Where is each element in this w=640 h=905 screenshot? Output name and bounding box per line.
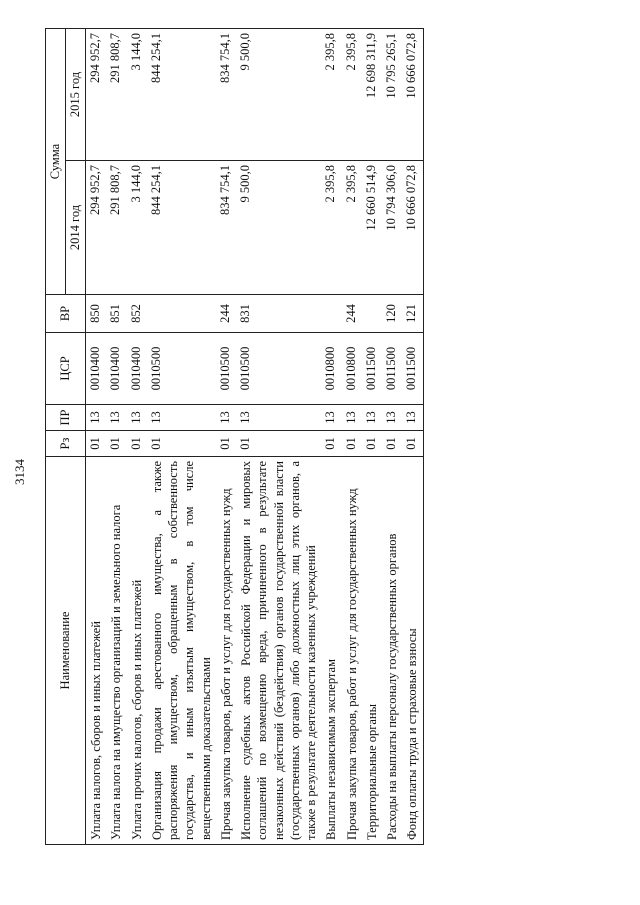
- cell-y2015: 9 500,0: [236, 29, 321, 161]
- cell-csr: 0011500: [362, 333, 382, 405]
- cell-y2015: 844 254,1: [147, 29, 216, 161]
- table-row: [382, 29, 402, 845]
- cell-y2015: 12 698 311,9: [362, 29, 382, 161]
- cell-y2015: 291 808,7: [106, 29, 126, 161]
- cell-csr: 0010400: [106, 333, 126, 405]
- cell-rz: 01: [147, 431, 216, 457]
- cell-name: Расходы на выплаты персоналу государственных органов: [382, 457, 402, 845]
- cell-rz: 01: [402, 431, 423, 457]
- cell-rz: 01: [382, 431, 402, 457]
- cell-pr: 13: [321, 405, 341, 431]
- page-number: 3134: [12, 459, 27, 485]
- cell-y2014: 2 395,8: [321, 161, 341, 295]
- cell-pr: 13: [127, 405, 147, 431]
- cell-y2014: 10 794 306,0: [382, 161, 402, 295]
- cell-csr: 0011500: [402, 333, 423, 405]
- cell-name: Фонд оплаты труда и страховые взносы: [402, 457, 423, 845]
- cell-vr: 121: [402, 295, 423, 333]
- cell-pr: 13: [342, 405, 362, 431]
- table-row: [236, 29, 321, 845]
- cell-rz: 01: [127, 431, 147, 457]
- cell-rz: 01: [236, 431, 321, 457]
- cell-csr: 0010500: [216, 333, 236, 405]
- cell-y2014: 294 952,7: [86, 161, 107, 295]
- header-2014: 2014 год: [66, 161, 86, 295]
- header-csr: ЦСР: [46, 333, 86, 405]
- cell-y2014: 9 500,0: [236, 161, 321, 295]
- cell-y2014: 12 660 514,9: [362, 161, 382, 295]
- cell-y2015: 3 144,0: [127, 29, 147, 161]
- cell-y2015: 2 395,8: [342, 29, 362, 161]
- cell-rz: 01: [106, 431, 126, 457]
- header-pr: ПР: [46, 405, 86, 431]
- cell-vr: 244: [342, 295, 362, 333]
- table-row: [342, 29, 362, 845]
- cell-pr: 13: [216, 405, 236, 431]
- header-sum: Сумма: [46, 29, 66, 295]
- table-row: [321, 29, 341, 845]
- cell-rz: 01: [86, 431, 107, 457]
- cell-pr: 13: [106, 405, 126, 431]
- cell-vr: 244: [216, 295, 236, 333]
- cell-vr: [147, 295, 216, 333]
- cell-y2014: 834 754,1: [216, 161, 236, 295]
- cell-name: Территориальные органы: [362, 457, 382, 845]
- cell-vr: 831: [236, 295, 321, 333]
- table-row: [127, 29, 147, 845]
- cell-csr: 0011500: [382, 333, 402, 405]
- cell-y2015: 10 666 072,8: [402, 29, 423, 161]
- cell-y2015: 10 795 265,1: [382, 29, 402, 161]
- cell-csr: 0010800: [342, 333, 362, 405]
- cell-pr: 13: [382, 405, 402, 431]
- cell-name: Выплаты независимым экспертам: [321, 457, 341, 845]
- cell-pr: 13: [402, 405, 423, 431]
- cell-y2014: 10 666 072,8: [402, 161, 423, 295]
- cell-y2014: 844 254,1: [147, 161, 216, 295]
- cell-pr: 13: [147, 405, 216, 431]
- cell-y2015: 2 395,8: [321, 29, 341, 161]
- cell-pr: 13: [236, 405, 321, 431]
- header-rz: Рз: [46, 431, 86, 457]
- header-vr: ВР: [46, 295, 86, 333]
- table-body: [86, 29, 424, 845]
- cell-y2014: 3 144,0: [127, 161, 147, 295]
- cell-csr: 0010400: [86, 333, 107, 405]
- cell-vr: [362, 295, 382, 333]
- cell-name: Прочая закупка товаров, работ и услуг для государственных нужд: [216, 457, 236, 845]
- cell-vr: 852: [127, 295, 147, 333]
- cell-y2015: 294 952,7: [86, 29, 107, 161]
- cell-vr: 850: [86, 295, 107, 333]
- cell-csr: 0010400: [127, 333, 147, 405]
- cell-rz: 01: [321, 431, 341, 457]
- cell-name: Прочая закупка товаров, работ и услуг для государственных нужд: [342, 457, 362, 845]
- cell-vr: [321, 295, 341, 333]
- table-row: [402, 29, 423, 845]
- cell-y2015: 834 754,1: [216, 29, 236, 161]
- budget-table: [45, 28, 424, 845]
- cell-csr: 0010800: [321, 333, 341, 405]
- header-name: Наименование: [46, 457, 86, 845]
- cell-y2014: 291 808,7: [106, 161, 126, 295]
- cell-rz: 01: [362, 431, 382, 457]
- cell-vr: 851: [106, 295, 126, 333]
- cell-rz: 01: [216, 431, 236, 457]
- cell-rz: 01: [342, 431, 362, 457]
- cell-name: Исполнение судебных актов Российской Федерации и мировых соглашений по возмещению вреда, причиненного в результате незаконных действий (бездействия) органов государственной власти (государственных органов) либо должностных лиц этих органов, а также в результате деятельности казенных учреждений: [236, 457, 321, 845]
- table-row: [86, 29, 107, 845]
- table-row: [362, 29, 382, 845]
- table-row: [147, 29, 216, 845]
- header-2015: 2015 год: [66, 29, 86, 161]
- table-row: [106, 29, 126, 845]
- cell-name: Уплата налога на имущество организаций и земельного налога: [106, 457, 126, 845]
- cell-y2014: 2 395,8: [342, 161, 362, 295]
- cell-pr: 13: [362, 405, 382, 431]
- cell-csr: 0010500: [236, 333, 321, 405]
- cell-pr: 13: [86, 405, 107, 431]
- table-row: [216, 29, 236, 845]
- cell-vr: 120: [382, 295, 402, 333]
- cell-name: Организация продажи арестованного имущества, а также распоряжения имуществом, обращенным в собственность государства, и иным изъятым имуществом, в том числе вещественными доказательствами: [147, 457, 216, 845]
- cell-name: Уплата прочих налогов, сборов и иных платежей: [127, 457, 147, 845]
- cell-csr: 0010500: [147, 333, 216, 405]
- cell-name: Уплата налогов, сборов и иных платежей: [86, 457, 107, 845]
